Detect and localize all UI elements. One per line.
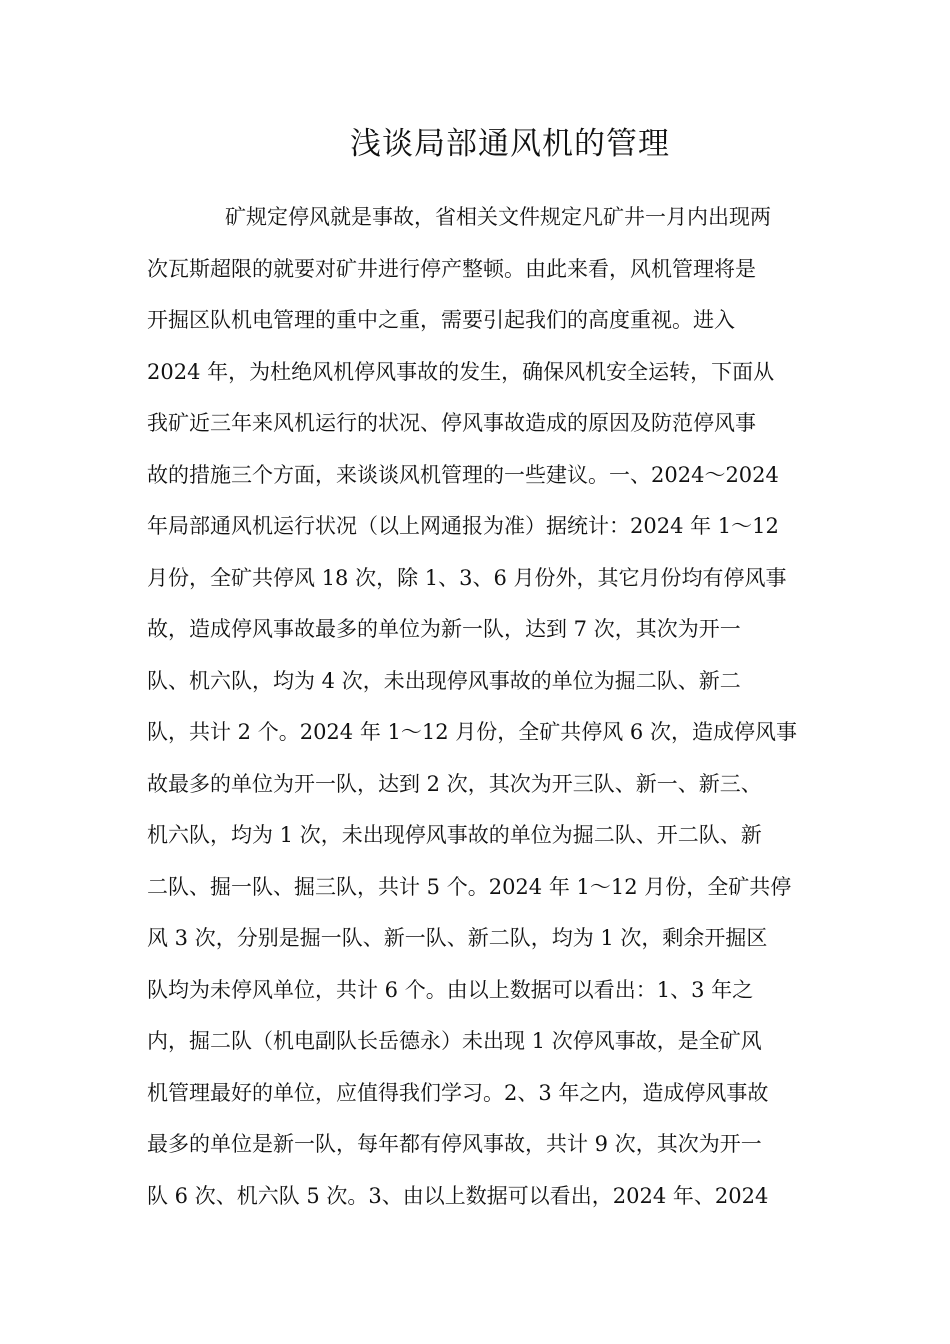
body-line: 机管理最好的单位，应值得我们学习。2、3 年之内，造成停风事故: [147, 1080, 769, 1105]
body-line: 机六队，均为 1 次，未出现停风事故的单位为掘二队、开二队、新: [147, 823, 762, 847]
document-body: [147, 192, 807, 1222]
body-line: 年局部通风机运行状况（以上网通报为准）据统计：2024 年 1～12: [147, 514, 779, 538]
body-line: 队 6 次、机六队 5 次。3、由以上数据可以看出，2024 年、2024: [147, 1183, 769, 1208]
body-line: 矿规定停风就是事故，省相关文件规定凡矿井一月内出现两: [225, 205, 771, 229]
body-line: 我矿近三年来风机运行的状况、停风事故造成的原因及防范停风事: [147, 411, 756, 435]
body-line: 最多的单位是新一队，每年都有停风事故，共计 9 次，其次为开一: [147, 1132, 762, 1156]
body-line: 月份，全矿共停风 18 次，除 1、3、6 月份外，其它月份均有停风事: [147, 565, 787, 590]
body-line: 二队、掘一队、掘三队，共计 5 个。2024 年 1～12 月份，全矿共停: [147, 874, 792, 899]
body-line: 队均为未停风单位，共计 6 个。由以上数据可以看出：1、3 年之: [147, 977, 754, 1002]
body-line: 2024 年，为杜绝风机停风事故的发生，确保风机安全运转，下面从: [147, 359, 775, 384]
body-line: 次瓦斯超限的就要对矿井进行停产整顿。由此来看，风机管理将是: [147, 256, 756, 281]
body-line: 队，共计 2 个。2024 年 1～12 月份，全矿共停风 6 次，造成停风事: [147, 720, 797, 744]
body-line: 内，掘二队（机电副队长岳德永）未出现 1 次停风事故，是全矿风: [147, 1029, 762, 1053]
body-line: 开掘区队机电管理的重中之重，需要引起我们的高度重视。进入: [147, 308, 735, 332]
document-title: 浅谈局部通风机的管理: [350, 126, 670, 162]
body-line: 故最多的单位为开一队，达到 2 次，其次为开三队、新一、新三、: [147, 771, 762, 796]
body-line: 风 3 次，分别是掘一队、新一队、新二队，均为 1 次，剩余开掘区: [147, 926, 768, 950]
body-line: 故的措施三个方面，来谈谈风机管理的一些建议。一、2024～2024: [147, 462, 779, 487]
body-line: 队、机六队，均为 4 次，未出现停风事故的单位为掘二队、新二: [147, 668, 741, 693]
body-line: 故，造成停风事故最多的单位为新一队，达到 7 次，其次为开一: [147, 617, 741, 641]
